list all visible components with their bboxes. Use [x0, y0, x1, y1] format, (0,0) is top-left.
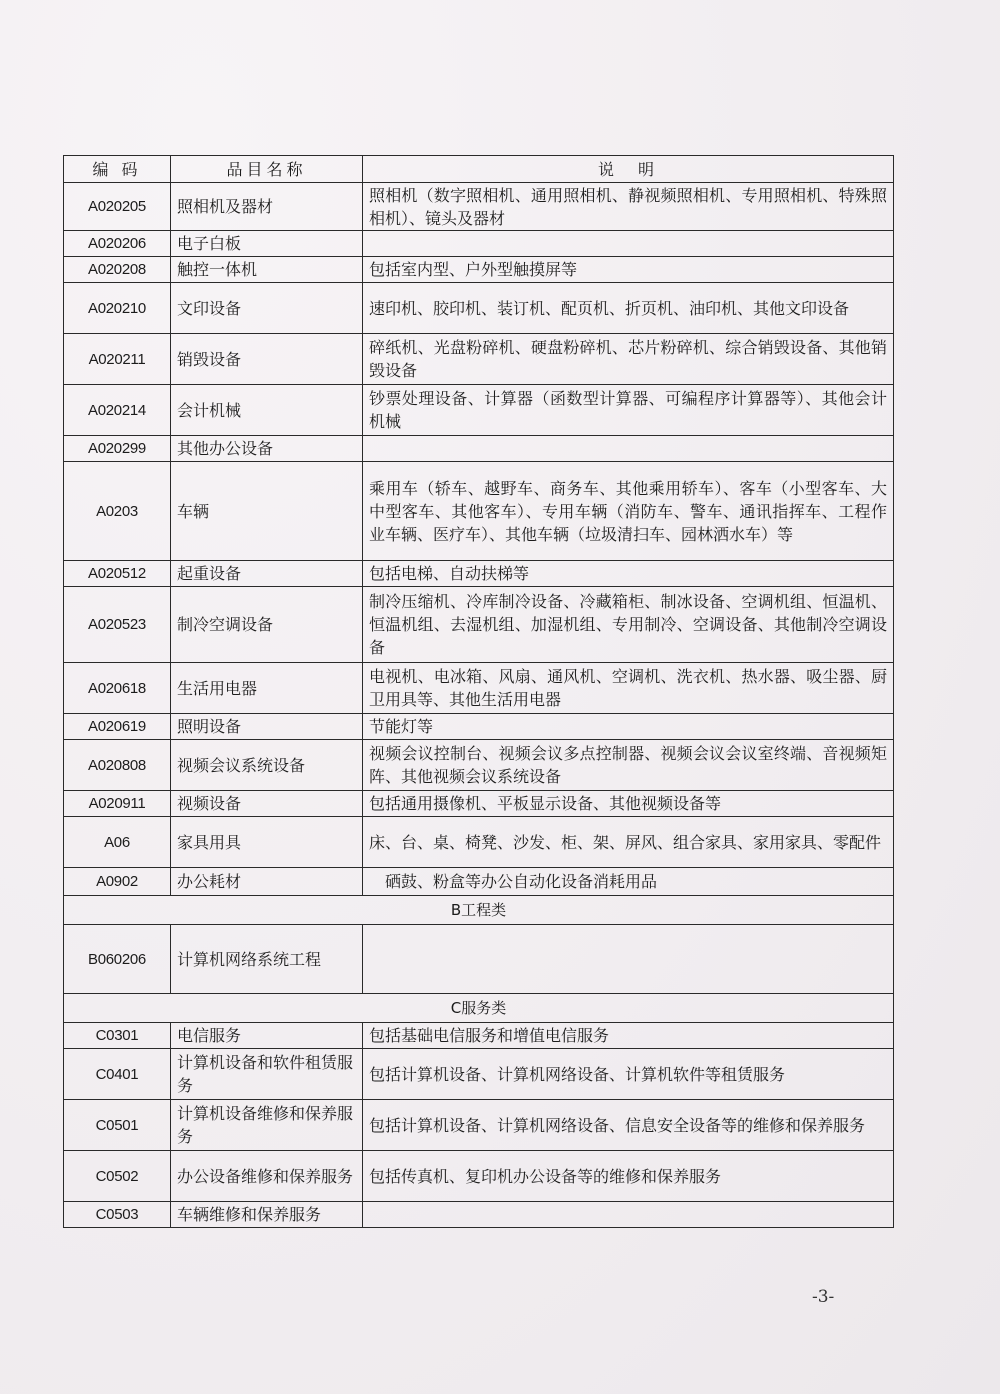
item-code: C0301 [64, 1023, 171, 1049]
item-name: 起重设备 [171, 561, 363, 587]
item-desc: 包括传真机、复印机办公设备等的维修和保养服务 [363, 1151, 894, 1202]
table-row [64, 1023, 894, 1049]
table-row [64, 1202, 894, 1228]
table-row [64, 817, 894, 868]
header-code: 编 码 [64, 156, 171, 183]
item-code: A06 [64, 817, 171, 868]
table-row [64, 436, 894, 462]
table-row [64, 257, 894, 283]
item-name: 照相机及器材 [171, 183, 363, 231]
table-row [64, 561, 894, 587]
item-name: 照明设备 [171, 714, 363, 740]
item-name: 车辆维修和保养服务 [171, 1202, 363, 1228]
item-code: A020911 [64, 791, 171, 817]
item-desc [363, 436, 894, 462]
item-code: A0902 [64, 868, 171, 896]
item-code: B060206 [64, 925, 171, 994]
table-row [64, 1151, 894, 1202]
item-name: 电子白板 [171, 231, 363, 257]
procurement-catalog-table [63, 155, 894, 1228]
table-row [64, 334, 894, 385]
item-code: A020206 [64, 231, 171, 257]
item-desc: 包括计算机设备、计算机网络设备、信息安全设备等的维修和保养服务 [363, 1100, 894, 1151]
item-desc: 包括通用摄像机、平板显示设备、其他视频设备等 [363, 791, 894, 817]
table-row [64, 1100, 894, 1151]
item-desc: 乘用车（轿车、越野车、商务车、其他乘用轿车）、客车（小型客车、大中型客车、其他客车）、专用车辆（消防车、警车、通讯指挥车、工程作业车辆、医疗车）、其他车辆（垃圾清扫车、园林洒水车）等 [363, 462, 894, 561]
item-name: 计算机设备维修和保养服务 [171, 1100, 363, 1151]
table-row [64, 925, 894, 994]
header-name: 品目名称 [171, 156, 363, 183]
item-code: A0203 [64, 462, 171, 561]
table-row [64, 462, 894, 561]
header-row [64, 156, 894, 183]
item-name: 视频会议系统设备 [171, 740, 363, 791]
page-number: -3- [812, 1287, 835, 1307]
table-row [64, 183, 894, 231]
item-name: 其他办公设备 [171, 436, 363, 462]
item-code: C0502 [64, 1151, 171, 1202]
item-code: A020618 [64, 663, 171, 714]
item-code: A020808 [64, 740, 171, 791]
table-row [64, 791, 894, 817]
section-title-services: C服务类 [64, 994, 894, 1023]
item-code: A020299 [64, 436, 171, 462]
item-code: A020210 [64, 283, 171, 334]
item-name: 文印设备 [171, 283, 363, 334]
table-row [64, 663, 894, 714]
table-row [64, 231, 894, 257]
item-desc: 照相机（数字照相机、通用照相机、静视频照相机、专用照相机、特殊照相机）、镜头及器材 [363, 183, 894, 231]
item-name: 电信服务 [171, 1023, 363, 1049]
item-desc: 硒鼓、粉盒等办公自动化设备消耗用品 [363, 868, 894, 896]
item-code: A020523 [64, 587, 171, 663]
item-desc: 包括基础电信服务和增值电信服务 [363, 1023, 894, 1049]
item-desc [363, 231, 894, 257]
item-desc: 包括电梯、自动扶梯等 [363, 561, 894, 587]
section-title-engineering: B工程类 [64, 896, 894, 925]
item-code: C0401 [64, 1049, 171, 1100]
table-row [64, 587, 894, 663]
item-code: C0503 [64, 1202, 171, 1228]
item-desc: 速印机、胶印机、装订机、配页机、折页机、油印机、其他文印设备 [363, 283, 894, 334]
item-code: A020205 [64, 183, 171, 231]
item-desc: 电视机、电冰箱、风扇、通风机、空调机、洗衣机、热水器、吸尘器、厨卫用具等、其他生活用电器 [363, 663, 894, 714]
item-name: 视频设备 [171, 791, 363, 817]
item-desc: 包括室内型、户外型触摸屏等 [363, 257, 894, 283]
item-name: 车辆 [171, 462, 363, 561]
item-name: 生活用电器 [171, 663, 363, 714]
item-code: A020211 [64, 334, 171, 385]
table-row [64, 1049, 894, 1100]
item-desc: 碎纸机、光盘粉碎机、硬盘粉碎机、芯片粉碎机、综合销毁设备、其他销毁设备 [363, 334, 894, 385]
item-desc: 制冷压缩机、冷库制冷设备、冷藏箱柜、制冰设备、空调机组、恒温机、恒温机组、去湿机组、加湿机组、专用制冷、空调设备、其他制冷空调设备 [363, 587, 894, 663]
item-name: 办公耗材 [171, 868, 363, 896]
section-row [64, 994, 894, 1023]
table-row [64, 283, 894, 334]
item-desc: 包括计算机设备、计算机网络设备、计算机软件等租赁服务 [363, 1049, 894, 1100]
item-name: 家具用具 [171, 817, 363, 868]
item-desc [363, 925, 894, 994]
table-row [64, 868, 894, 896]
section-row [64, 896, 894, 925]
item-name: 办公设备维修和保养服务 [171, 1151, 363, 1202]
item-code: A020512 [64, 561, 171, 587]
item-name: 销毁设备 [171, 334, 363, 385]
item-code: A020214 [64, 385, 171, 436]
item-name: 会计机械 [171, 385, 363, 436]
table-row [64, 385, 894, 436]
item-name: 计算机网络系统工程 [171, 925, 363, 994]
item-code: A020619 [64, 714, 171, 740]
item-desc: 钞票处理设备、计算器（函数型计算器、可编程序计算器等）、其他会计机械 [363, 385, 894, 436]
item-desc: 视频会议控制台、视频会议多点控制器、视频会议会议室终端、音视频矩阵、其他视频会议系统设备 [363, 740, 894, 791]
header-desc: 说 明 [363, 156, 894, 183]
table-row [64, 740, 894, 791]
table-row [64, 714, 894, 740]
item-desc: 节能灯等 [363, 714, 894, 740]
item-name: 制冷空调设备 [171, 587, 363, 663]
item-name: 计算机设备和软件租赁服务 [171, 1049, 363, 1100]
item-desc [363, 1202, 894, 1228]
item-desc: 床、台、桌、椅凳、沙发、柜、架、屏风、组合家具、家用家具、零配件 [363, 817, 894, 868]
item-code: C0501 [64, 1100, 171, 1151]
item-name: 触控一体机 [171, 257, 363, 283]
item-code: A020208 [64, 257, 171, 283]
